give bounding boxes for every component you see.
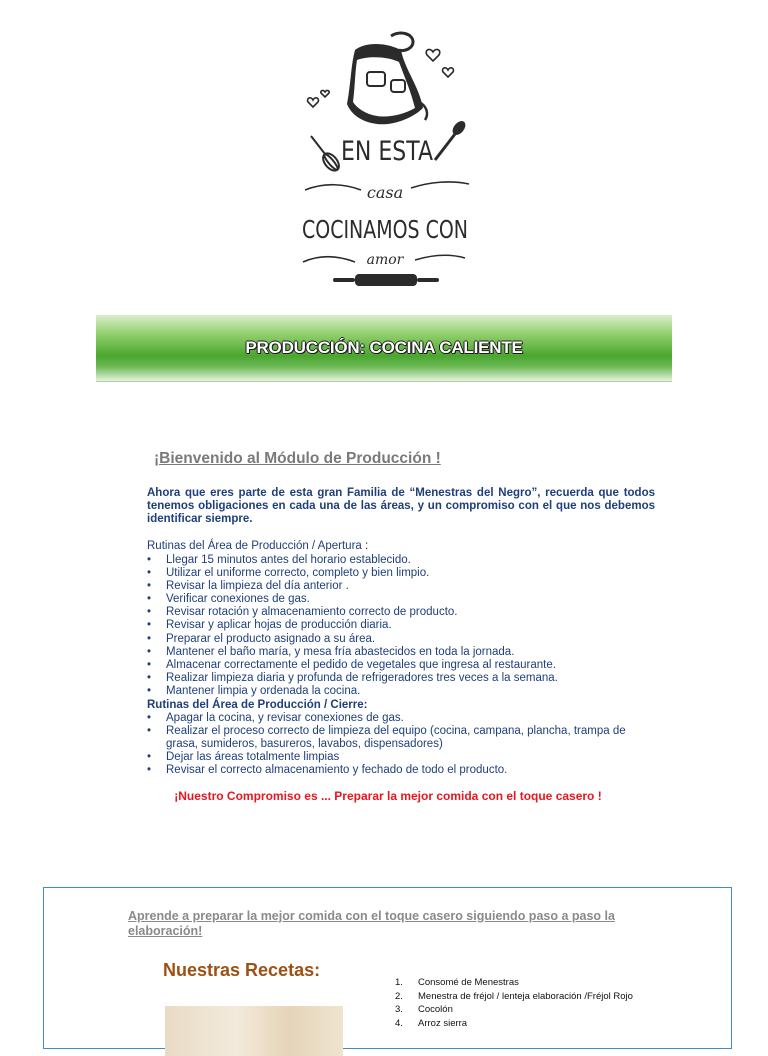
list-item: • Mantener limpia y ordenada la cocina. (147, 685, 667, 698)
apron-icon (347, 33, 427, 124)
rolling-pin-icon (333, 274, 439, 286)
recipe-number: 4. (395, 1017, 403, 1029)
commitment-slogan: ¡Nuestro Compromiso es ... Preparar la mejor comida con el toque casero ! (174, 789, 602, 803)
opening-title-suffix: : (361, 540, 369, 552)
list-item: • Verificar conexiones de gas. (147, 593, 667, 606)
list-item: • Revisar la limpieza del día anterior . (147, 580, 667, 593)
recipe-list (395, 976, 715, 1030)
list-item: • Revisar rotación y almacenamiento correcto de producto. (147, 606, 667, 619)
list-item: • Revisar y aplicar hojas de producción diaria. (147, 619, 667, 632)
whisk-icon (311, 136, 342, 174)
spoon-icon (435, 119, 468, 160)
opening-heading (147, 540, 368, 553)
recipe-number: 3. (395, 1004, 403, 1015)
list-item: • Apagar la cocina, y revisar conexiones de gas. (147, 712, 627, 725)
list-item[interactable] (395, 990, 715, 1004)
list-item[interactable] (395, 1017, 715, 1031)
recipe-number: 2. (395, 990, 403, 1002)
list-item: • Preparar el producto asignado a su área. (147, 633, 667, 646)
banner-title: PRODUCCIÓN: COCINA CALIENTE (245, 338, 523, 357)
logo-line4: amor (366, 252, 404, 268)
list-item: • Utilizar el uniforme correcto, completo y bien limpio. (147, 567, 667, 580)
recipes-box (43, 887, 732, 1049)
list-item: • Mantener el baño maría, y mesa fría abastecidos en toda la jornada. (147, 646, 667, 659)
opening-title: Rutinas del Área de Producción / Apertura (147, 540, 362, 552)
list-item: • Dejar las áreas totalmente limpias (147, 751, 627, 764)
list-item: • Llegar 15 minutos antes del horario establecido. (147, 554, 667, 567)
list-item[interactable] (395, 1003, 715, 1017)
closing-routine-list (147, 712, 627, 777)
recipe-name[interactable]: Arroz sierra (418, 1017, 468, 1029)
opening-routine-list (147, 554, 667, 698)
list-item[interactable] (395, 976, 715, 990)
recipe-photo (165, 1006, 343, 1056)
list-item: • Realizar el proceso correcto de limpieza del equipo (cocina, campana, plancha, trampa de grasa, sumideros, basureros, lavabos, dispensadores) (147, 725, 627, 751)
intro-paragraph: Ahora que eres parte de esta gran Familia de “Menestras del Negro”, recuerda que todos tenemos obligaciones en cada una de las áreas, y un compromiso con el que nos debemos identificar siempre. (147, 487, 655, 525)
learn-link[interactable]: Aprende a preparar la mejor comida con el toque casero siguiendo paso a paso la elaboración! (128, 909, 615, 938)
recipe-name[interactable]: Consomé de Menestras (418, 977, 519, 988)
logo-line2: casa (366, 183, 404, 202)
welcome-title: ¡Bienvenido al Módulo de Producción ! (154, 450, 441, 467)
list-item: • Realizar limpieza diaria y profunda de refrigeradores tres veces a la semana. (147, 672, 667, 685)
logo-line1: EN ESTA (341, 136, 434, 167)
list-item: • Almacenar correctamente el pedido de vegetales que ingresa al restaurante. (147, 659, 667, 672)
recipe-name[interactable]: Cocolón (418, 1004, 453, 1015)
recipe-number: 1. (395, 977, 403, 988)
list-item: • Revisar el correcto almacenamiento y fechado de todo el producto. (147, 764, 627, 777)
section-banner (96, 315, 672, 382)
recipes-title: Nuestras Recetas: (163, 960, 321, 980)
recipe-name[interactable]: Menestra de fréjol / lenteja elaboración /Fréjol Rojo (418, 990, 633, 1002)
closing-heading: Rutinas del Área de Producción / Cierre: (147, 699, 368, 711)
logo-line3: COCINAMOS CON (302, 215, 468, 244)
logo (295, 30, 475, 292)
